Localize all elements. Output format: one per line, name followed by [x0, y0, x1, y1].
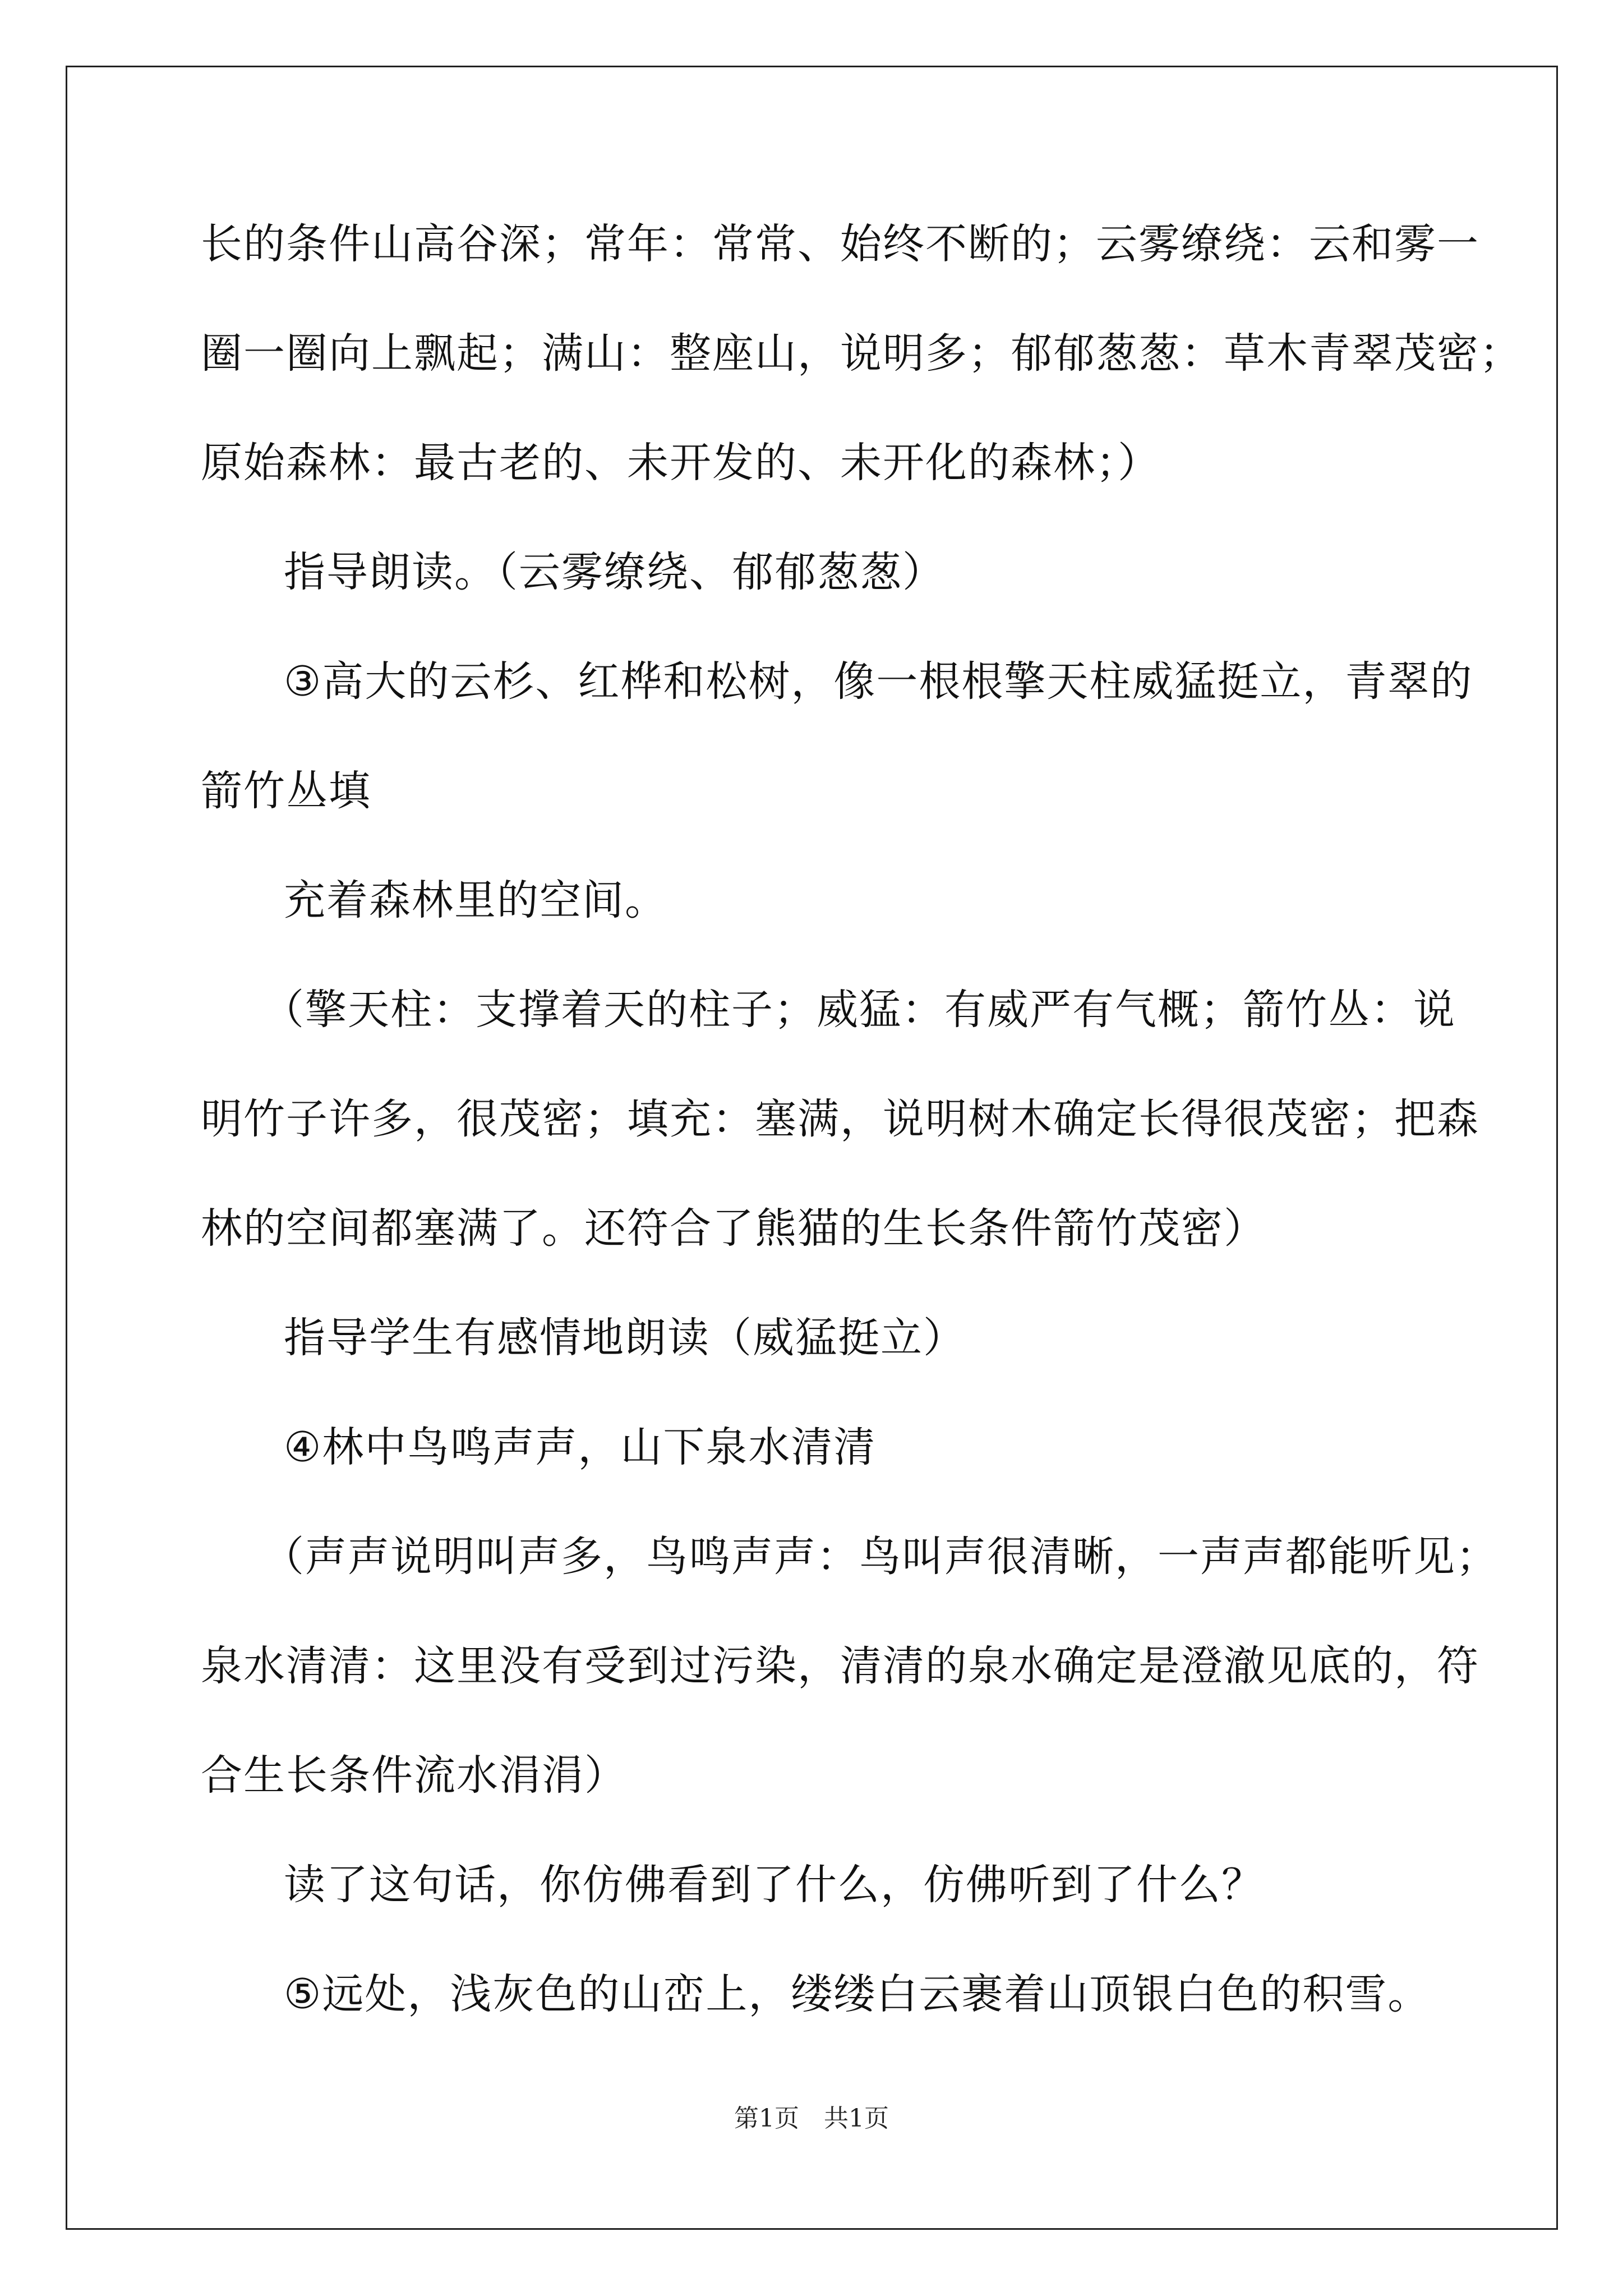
- body-line: 充着森林里的空间。: [284, 876, 667, 924]
- page-number-total: 共1页: [824, 2104, 889, 2133]
- page-footer: [0, 2098, 1623, 2134]
- body-line: 指导朗读。（云雾缭绕、郁郁葱葱）: [284, 548, 945, 596]
- body-line: 箭竹丛填: [201, 767, 371, 815]
- body-line: 长的条件山高谷深；常年：常常、始终不断的；云雾缭绕：云和雾一: [201, 220, 1479, 268]
- body-line: ③高大的云杉、红桦和松树，像一根根擎天柱威猛挺立，青翠的: [284, 657, 1473, 706]
- body-line: 泉水清清：这里没有受到过污染，清清的泉水确定是澄澈见底的，符: [201, 1642, 1479, 1690]
- body-line: ⑤远处，浅灰色的山峦上，缕缕白云裹着山顶银白色的积雪。: [284, 1970, 1431, 2018]
- body-line: （声声说明叫声多，鸟鸣声声：鸟叫声很清晰，一声声都能听见；: [262, 1533, 1498, 1581]
- body-line: ④林中鸟鸣声声，山下泉水清清: [284, 1423, 877, 1471]
- body-line: （擎天柱：支撑着天的柱子；威猛：有威严有气概；箭竹丛：说: [262, 986, 1456, 1034]
- body-line: 指导学生有感情地朗读（威猛挺立）: [284, 1314, 966, 1362]
- body-line: 合生长条件流水涓涓）: [201, 1751, 627, 1800]
- page-number-current: 第1页: [734, 2104, 799, 2133]
- body-line: 林的空间都塞满了。还符合了熊猫的生长条件箭竹茂密）: [201, 1204, 1266, 1253]
- body-line: 读了这句话，你仿佛看到了什么，仿佛听到了什么？: [284, 1861, 1264, 1909]
- body-line: 圈一圈向上飘起；满山：整座山，说明多；郁郁葱葱：草木青翠茂密；: [201, 329, 1522, 378]
- body-line: 明竹子许多，很茂密；填充：塞满，说明树木确定长得很茂密；把森: [201, 1095, 1479, 1143]
- body-line: 原始森林：最古老的、未开发的、未开化的森林；）: [201, 439, 1160, 487]
- document-body: [201, 213, 1522, 2073]
